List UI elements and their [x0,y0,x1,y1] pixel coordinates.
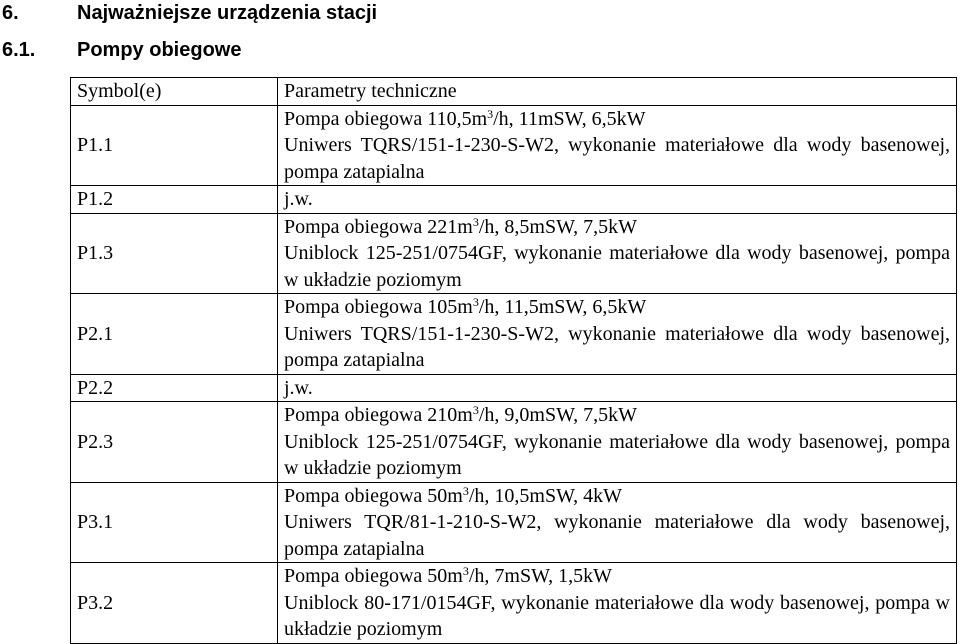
pump-spec-text-cont: /h, 8,5mSW, 7,5kW [478,215,638,238]
pump-spec-line [284,483,950,510]
table-row [71,186,957,214]
pump-model-description: Uniwers TQR/81-1-210-S-W2, wykonanie materiałowe dla wody basenowej, pompa zatapialna [284,511,950,560]
table-row [71,105,957,186]
section-number: 6. [2,2,19,24]
pump-spec-line [284,402,950,429]
row-symbol: P1.1 [71,105,278,186]
pump-spec-text-cont: /h, 7mSW, 1,5kW [468,565,613,587]
pump-spec-line [284,214,950,241]
pump-spec-text: Pompa obiegowa 221m [284,215,473,238]
pump-model-description: Uniwers TQRS/151-1-230-S-W2, wykonanie materiałowe dla wody basenowej, pompa zatapialna [284,322,950,371]
table-row [71,374,957,402]
unit-exponent: 3 [487,106,494,121]
pump-spec-line [284,294,950,321]
pump-spec-text-cont: /h, 11,5mSW, 6,5kW [478,296,647,318]
pump-spec-text: j.w. [284,376,313,399]
row-symbol: P3.1 [71,482,278,563]
pump-spec-text-cont: /h, 9,0mSW, 7,5kW [478,404,638,426]
pump-spec-text: Pompa obiegowa 50m [284,565,463,587]
subsection-number: 6.1. [2,39,36,61]
pump-model-description: Uniblock 125-251/0754GF, wykonanie materiałowe dla wody basenowej, pompa w układzie poziomym [284,242,950,291]
table-row [71,213,957,294]
row-parameters [278,482,957,563]
unit-exponent: 3 [462,564,469,578]
pump-spec-line [284,375,950,402]
pump-spec-text: Pompa obiegowa 110,5m [284,107,488,130]
table-header-row [71,78,957,106]
row-parameters [278,105,957,186]
row-parameters [278,213,957,294]
pump-spec-line [284,186,950,213]
row-parameters [278,294,957,375]
pump-model-description: Uniblock 125-251/0754GF, wykonanie materiałowe dla wody basenowej, pompa w układzie poziomym [284,430,950,479]
row-parameters [278,186,957,214]
unit-exponent: 3 [462,483,469,498]
row-parameters [278,374,957,402]
table-row [71,563,957,644]
table-row [71,402,957,483]
unit-exponent: 3 [472,214,479,229]
pump-spec-text-cont: /h, 11mSW, 6,5kW [493,107,646,130]
pump-spec-text: Pompa obiegowa 105m [284,296,473,318]
row-symbol: P3.2 [71,563,278,644]
pump-spec-text-cont: /h, 10,5mSW, 4kW [468,484,623,507]
row-symbol: P1.2 [71,186,278,214]
row-symbol: P2.2 [71,374,278,402]
unit-exponent: 3 [472,403,479,417]
header-parameters: Parametry techniczne [278,78,957,106]
row-symbol: P2.1 [71,294,278,375]
pump-spec-line [284,106,950,133]
section-title: Najważniejsze urządzenia stacji [77,2,378,24]
row-parameters [278,402,957,483]
row-symbol: P2.3 [71,402,278,483]
pump-model-description: Uniblock 80-171/0154GF, wykonanie materiałowe dla wody basenowej, pompa w układzie poziomym [284,591,950,640]
subsection-title: Pompy obiegowe [77,39,242,61]
pump-spec-text: j.w. [284,188,313,210]
header-symbol: Symbol(e) [71,78,278,106]
pump-spec-text: Pompa obiegowa 50m [284,484,463,507]
pump-spec-text: Pompa obiegowa 210m [284,404,473,426]
row-symbol: P1.3 [71,213,278,294]
pumps-table [70,77,957,644]
unit-exponent: 3 [472,295,479,309]
table-row [71,294,957,375]
row-parameters [278,563,957,644]
pump-spec-line [284,563,950,590]
pump-model-description: Uniwers TQRS/151-1-230-S-W2, wykonanie materiałowe dla wody basenowej, pompa zatapialna [284,134,950,183]
table-row [71,482,957,563]
